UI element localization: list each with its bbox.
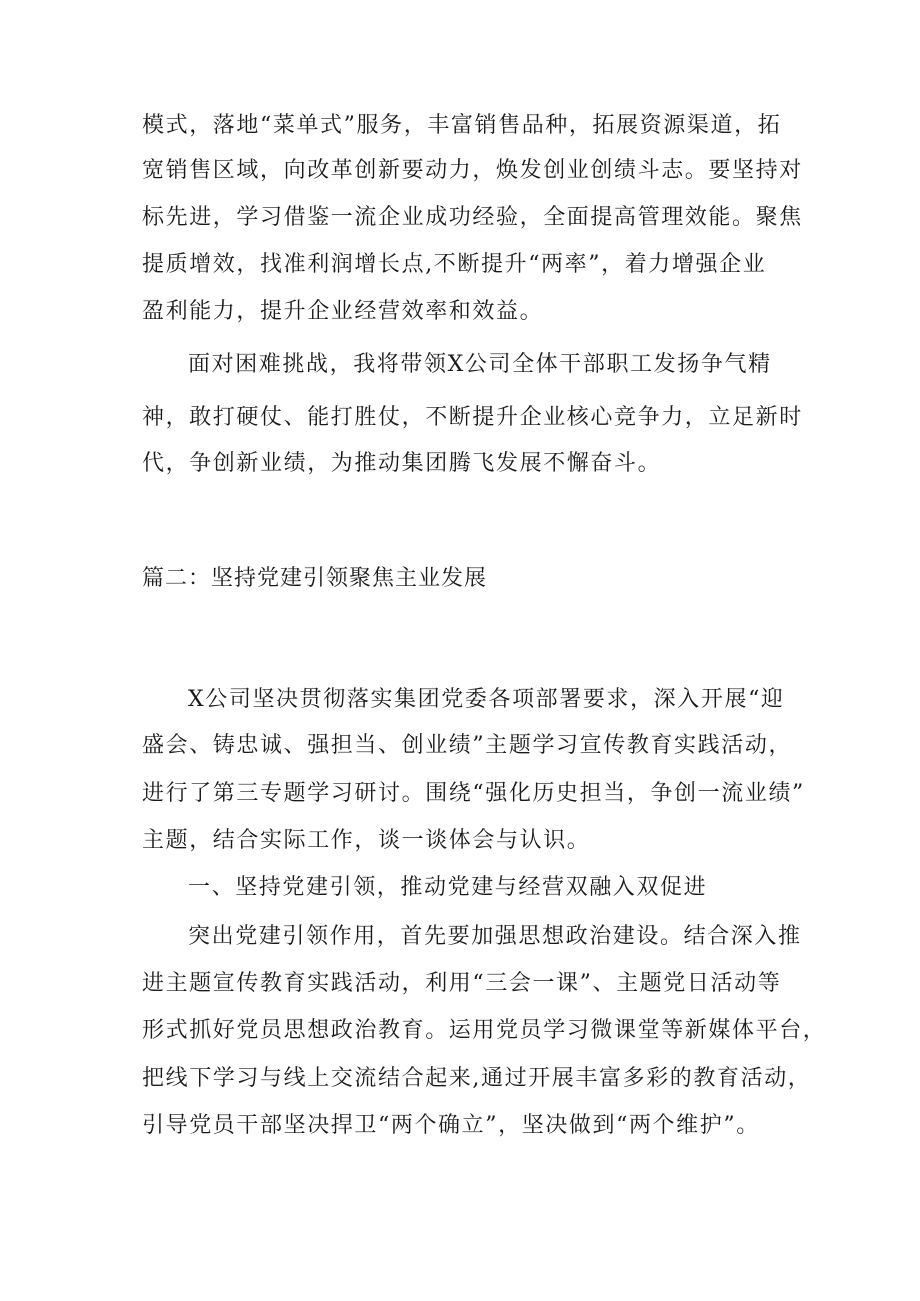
paragraph-1-line: 宽销售区域，向改革创新要动力，焕发创业创绩斗志。要坚持对	[142, 158, 803, 183]
paragraph-2-line: 面对困难挑战，我将带领X公司全体干部职工发扬争气精	[188, 352, 772, 377]
paragraph-2-line: 代，争创新业绩，为推动集团腾飞发展不懈奋斗。	[142, 451, 662, 476]
paragraph-3-line: X公司坚决贯彻落实集团党委各项部署要求，深入开展“迎	[188, 687, 785, 712]
paragraph-4-line: 形式抓好党员思想政治教育。运用党员学习微课堂等新媒体平台，	[142, 1018, 827, 1043]
paragraph-2-line: 神，敢打硬仗、能打胜仗，不断提升企业核心竞争力，立足新时	[142, 405, 803, 430]
paragraph-3-line: 盛会、铸忠诚、强担当、创业绩”主题学习宣传教育实践活动，	[142, 733, 793, 758]
paragraph-1-line: 标先进，学习借鉴一流企业成功经验，全面提高管理效能。聚焦	[142, 205, 803, 230]
paragraph-4-line: 把线下学习与线上交流结合起来,通过开展丰富多彩的教育活动，	[142, 1066, 812, 1091]
paragraph-4-line: 进主题宣传教育实践活动，利用“三会一课”、主题党日活动等	[142, 971, 782, 996]
paragraph-4-line: 突出党建引领作用，首先要加强思想政治建设。结合深入推	[188, 924, 802, 949]
section-title: 篇二：坚持党建引领聚焦主业发展	[142, 566, 488, 591]
paragraph-1-line: 提质增效，找准利润增长点,不断提升“两率”，着力增强企业	[142, 252, 767, 277]
paragraph-1-line: 模式，落地“菜单式”服务，丰富销售品种，拓展资源渠道，拓	[142, 113, 782, 138]
paragraph-1-line: 盈利能力，提升企业经营效率和效益。	[142, 299, 544, 324]
paragraph-4-line: 引导党员干部坚决捍卫“两个确立”，坚决做到“两个维护”。	[142, 1113, 760, 1138]
paragraph-3-line: 进行了第三专题学习研讨。围绕“强化历史担当，争创一流业绩”	[142, 781, 805, 806]
paragraph-3-line: 主题，结合实际工作，谈一谈体会与认识。	[142, 828, 591, 853]
subheading: 一、坚持党建引领，推动党建与经营双融入双促进	[188, 875, 708, 900]
